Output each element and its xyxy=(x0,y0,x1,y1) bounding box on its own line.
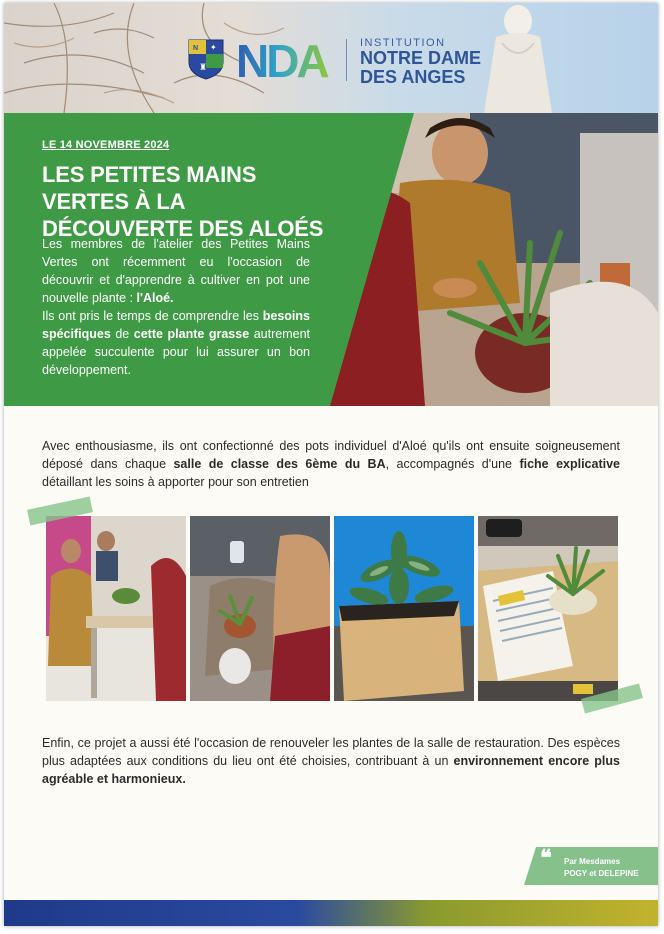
text-segment: Ils ont pris le temps de comprendre les xyxy=(42,309,263,323)
school-crest-icon xyxy=(187,38,225,80)
text-segment: Les membres de l'atelier des Petites Mains Vertes ont récemment eu l'occasion de découvrir et d'apprendre à cultiver en pot une nouvelle plante : xyxy=(42,237,310,305)
bold-text: environnement encore plus agréable et harmonieux. xyxy=(42,754,620,786)
header-banner xyxy=(4,3,658,113)
footer-bar xyxy=(4,900,658,926)
author-names: POGY et DELEPINE xyxy=(564,869,639,878)
text-segment: Avec enthousiasme, ils ont confectionné des pots individuel d'Aloé qu'ils ont ensuite soigneusement déposé dans chaque xyxy=(42,439,620,471)
bold-text: fiche explicative xyxy=(519,457,621,471)
text-segment: de xyxy=(110,327,134,341)
photo-students-potting xyxy=(190,516,330,701)
svg-text:♜: ♜ xyxy=(199,62,208,72)
hero-intro-text xyxy=(42,235,310,379)
article-date: LE 14 NOVEMBRE 2024 xyxy=(42,139,170,151)
bold-text: l'Aloé. xyxy=(136,291,174,305)
nda-logo xyxy=(236,37,346,81)
svg-text:N: N xyxy=(193,45,199,52)
institution-name-line1: NOTRE DAME xyxy=(360,48,481,68)
text-segment: Enfin, ce projet a aussi été l'occasion de renouveler les plantes de la salle de restauration. Des espèces plus adaptées aux conditions du lieu ont été choisies, contribuant à un xyxy=(42,736,620,768)
logo-separator xyxy=(346,39,347,81)
photo-planter-box xyxy=(334,516,474,701)
quote-icon: ❝ xyxy=(540,845,552,871)
text-segment: , accompagnés d'une xyxy=(385,457,520,471)
svg-text:✦: ✦ xyxy=(210,43,217,52)
institution-label: INSTITUTION xyxy=(360,37,446,49)
photo-aloe-and-care-sheet xyxy=(478,516,618,701)
text-segment: autrement appelée succulente pour lui assurer un bon développement. xyxy=(42,327,310,377)
svg-text:NDA: NDA xyxy=(236,37,327,81)
text-segment: détaillant les soins à apporter pour son entretien xyxy=(42,475,309,489)
institution-name-line2: DES ANGES xyxy=(360,67,466,87)
body-paragraph-1 xyxy=(42,437,620,491)
page xyxy=(4,3,658,926)
bold-text: cette plante grasse xyxy=(133,327,250,341)
bold-text: besoins spécifiques xyxy=(42,309,310,341)
author-label: Par Mesdames xyxy=(564,857,621,866)
photo-workshop-table xyxy=(46,516,186,701)
bold-text: salle de classe des 6ème du BA xyxy=(173,457,386,471)
body-paragraph-2 xyxy=(42,734,620,788)
article-title: LES PETITES MAINS VERTES À LA DÉCOUVERTE DES ALOÉS xyxy=(42,162,324,241)
institution-name xyxy=(360,49,481,87)
